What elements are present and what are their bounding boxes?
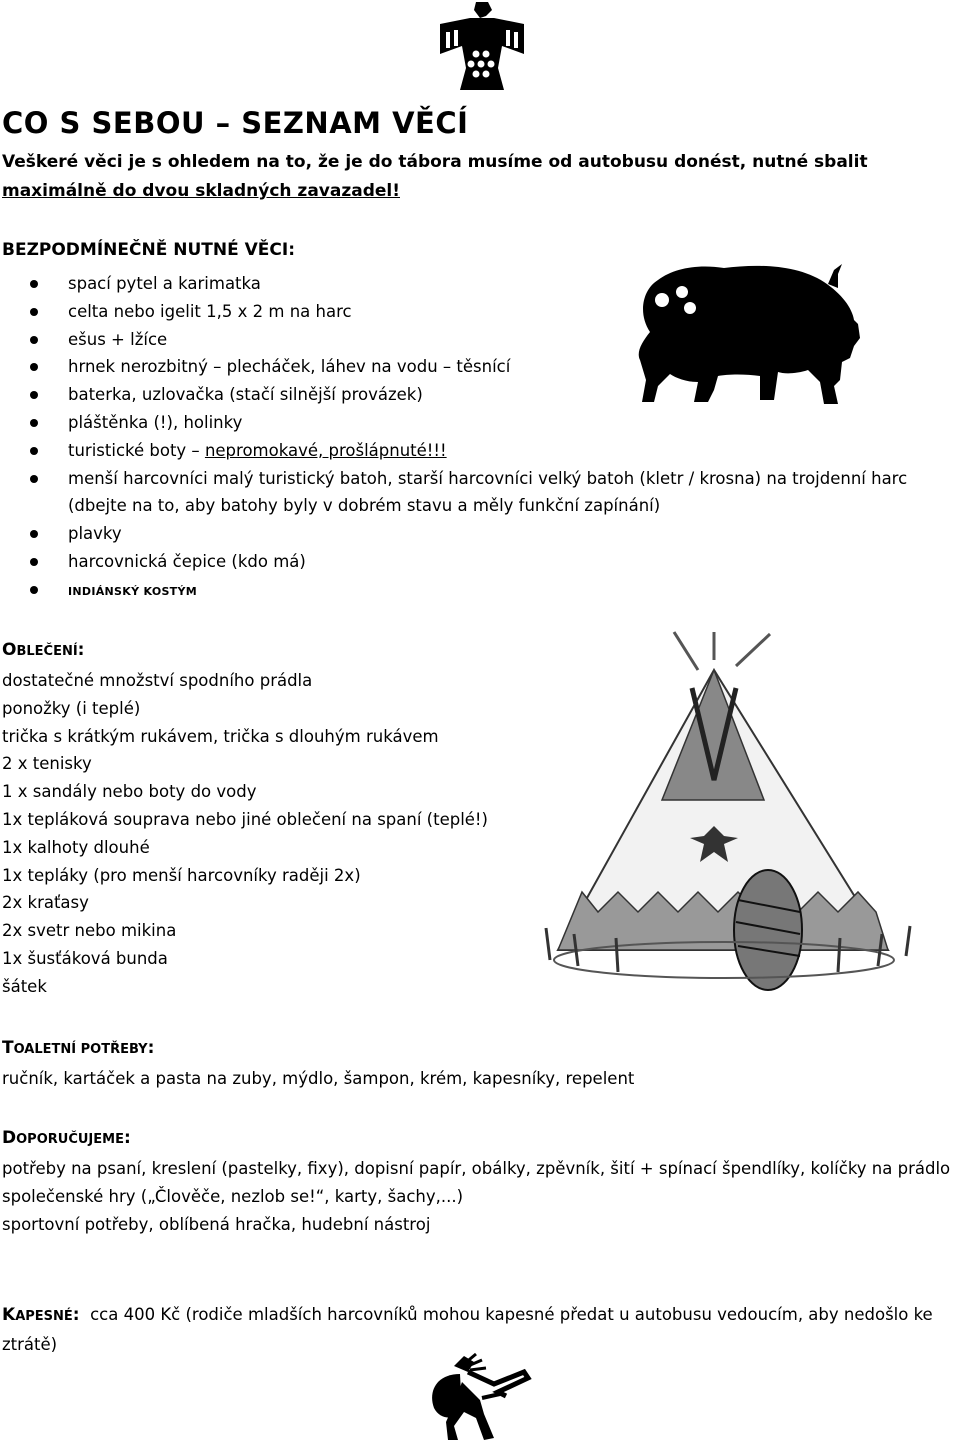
list-item: 2x kraťasy xyxy=(2,893,89,913)
recommended-line: potřeby na psaní, kreslení (pastelky, fixy), dopisní papír, obálky, zpěvník, šití + spínací špendlíky, kolíčky na prádlo xyxy=(2,1159,951,1178)
intro-text: Veškeré věci je s ohledem na to, že je do tábora musíme od autobusu donést, nutné sbalit xyxy=(2,152,868,172)
list-item: ponožky (i teplé) xyxy=(2,698,141,718)
list-item: 2 x tenisky xyxy=(2,754,92,774)
pocket-money-heading-colon: : xyxy=(72,1305,80,1325)
boots-underlined: nepromokavé, prošlápnuté!!! xyxy=(204,440,447,460)
list-item: 1x tepláková souprava nebo jiné oblečení na spaní (teplé!) xyxy=(2,809,488,829)
list-item: hrnek nerozbitný – plecháček, láhev na vodu – těsnící xyxy=(0,353,960,381)
pocket-money-heading-initial: K xyxy=(2,1305,16,1325)
clothing-heading-rest: BLEČENÍ xyxy=(16,644,78,659)
bison-icon xyxy=(628,262,862,410)
clothing-list xyxy=(2,667,488,1001)
costume-label: INDIÁNSKÝ KOSTÝM xyxy=(68,584,198,598)
toiletries-heading-initial: T xyxy=(2,1038,14,1058)
recommended-list xyxy=(2,1155,957,1238)
essentials-heading: BEZPODMÍNEČNĚ NUTNÉ VĚCI: xyxy=(2,240,295,260)
toiletries-heading-rest: OALETNÍ POTŘEBY xyxy=(13,1042,148,1057)
recommended-line: společenské hry („Člověče, nezlob se!“, karty, šachy,...) xyxy=(2,1186,464,1206)
recommended-heading-initial: D xyxy=(2,1128,17,1148)
list-item: trička s krátkým rukávem, trička s dlouhým rukávem xyxy=(2,726,439,746)
recommended-heading-colon: : xyxy=(123,1128,131,1148)
list-item-costume xyxy=(0,576,960,606)
list-item: spací pytel a karimatka xyxy=(0,270,960,298)
list-item: 1x kalhoty dlouhé xyxy=(2,837,150,857)
list-item: baterka, uzlovačka (stačí silnější provázek) xyxy=(0,381,960,409)
kokopelli-icon xyxy=(424,1352,534,1442)
recommended-heading xyxy=(2,1128,131,1148)
list-item-backpack: menší harcovníci malý turistický batoh, starší harcovníci velký batoh (kletr / krosna) na trojdenní harc (dbejte na to, aby batohy byly v dobrém stavu a měly funkční zapínání) xyxy=(0,465,960,521)
list-item: 1x tepláky (pro menší harcovníky raději 2x) xyxy=(2,865,361,885)
clothing-heading-initial: O xyxy=(2,640,17,660)
list-item: dostatečné množství spodního prádla xyxy=(2,671,313,690)
intro-underlined: maximálně do dvou skladných zavazadel! xyxy=(2,181,400,201)
list-item-boots xyxy=(0,437,960,465)
boots-prefix: turistické boty – xyxy=(68,440,205,460)
list-item: harcovnická čepice (kdo má) xyxy=(0,548,960,576)
list-item: 1 x sandály nebo boty do vody xyxy=(2,782,257,802)
pocket-money-heading-rest: APESNÉ xyxy=(15,1309,73,1324)
toiletries-heading-colon: : xyxy=(147,1038,155,1058)
list-item: ešus + lžíce xyxy=(0,326,960,354)
list-item: plavky xyxy=(0,520,960,548)
pocket-money-paragraph xyxy=(2,1301,957,1359)
toiletries-text: ručník, kartáček a pasta na zuby, mýdlo, šampon, krém, kapesníky, repelent xyxy=(2,1069,635,1088)
pocket-money-heading xyxy=(2,1305,80,1325)
recommended-line: sportovní potřeby, oblíbená hračka, hudební nástroj xyxy=(2,1214,431,1234)
recommended-heading-rest: OPORUČUJEME xyxy=(16,1132,124,1147)
list-item: 1x šusťáková bunda xyxy=(2,948,168,968)
list-item: pláštěnka (!), holinky xyxy=(0,409,960,437)
page-title: CO S SEBOU – SEZNAM VĚCÍ xyxy=(2,106,469,140)
list-item: 2x svetr nebo mikina xyxy=(2,921,177,941)
pocket-money-text: cca 400 Kč (rodiče mladších harcovníků mohou kapesné předat u autobusu vedoucím, aby nedošlo ke ztrátě) xyxy=(2,1305,933,1354)
toiletries-heading xyxy=(2,1038,154,1058)
intro-paragraph xyxy=(2,148,952,206)
clothing-heading-colon: : xyxy=(77,640,85,660)
thunderbird-icon xyxy=(440,2,524,90)
list-item: šátek xyxy=(2,976,47,996)
clothing-heading xyxy=(2,640,84,660)
list-item: celta nebo igelit 1,5 x 2 m na harc xyxy=(0,298,960,326)
tipi-icon xyxy=(538,630,918,1000)
